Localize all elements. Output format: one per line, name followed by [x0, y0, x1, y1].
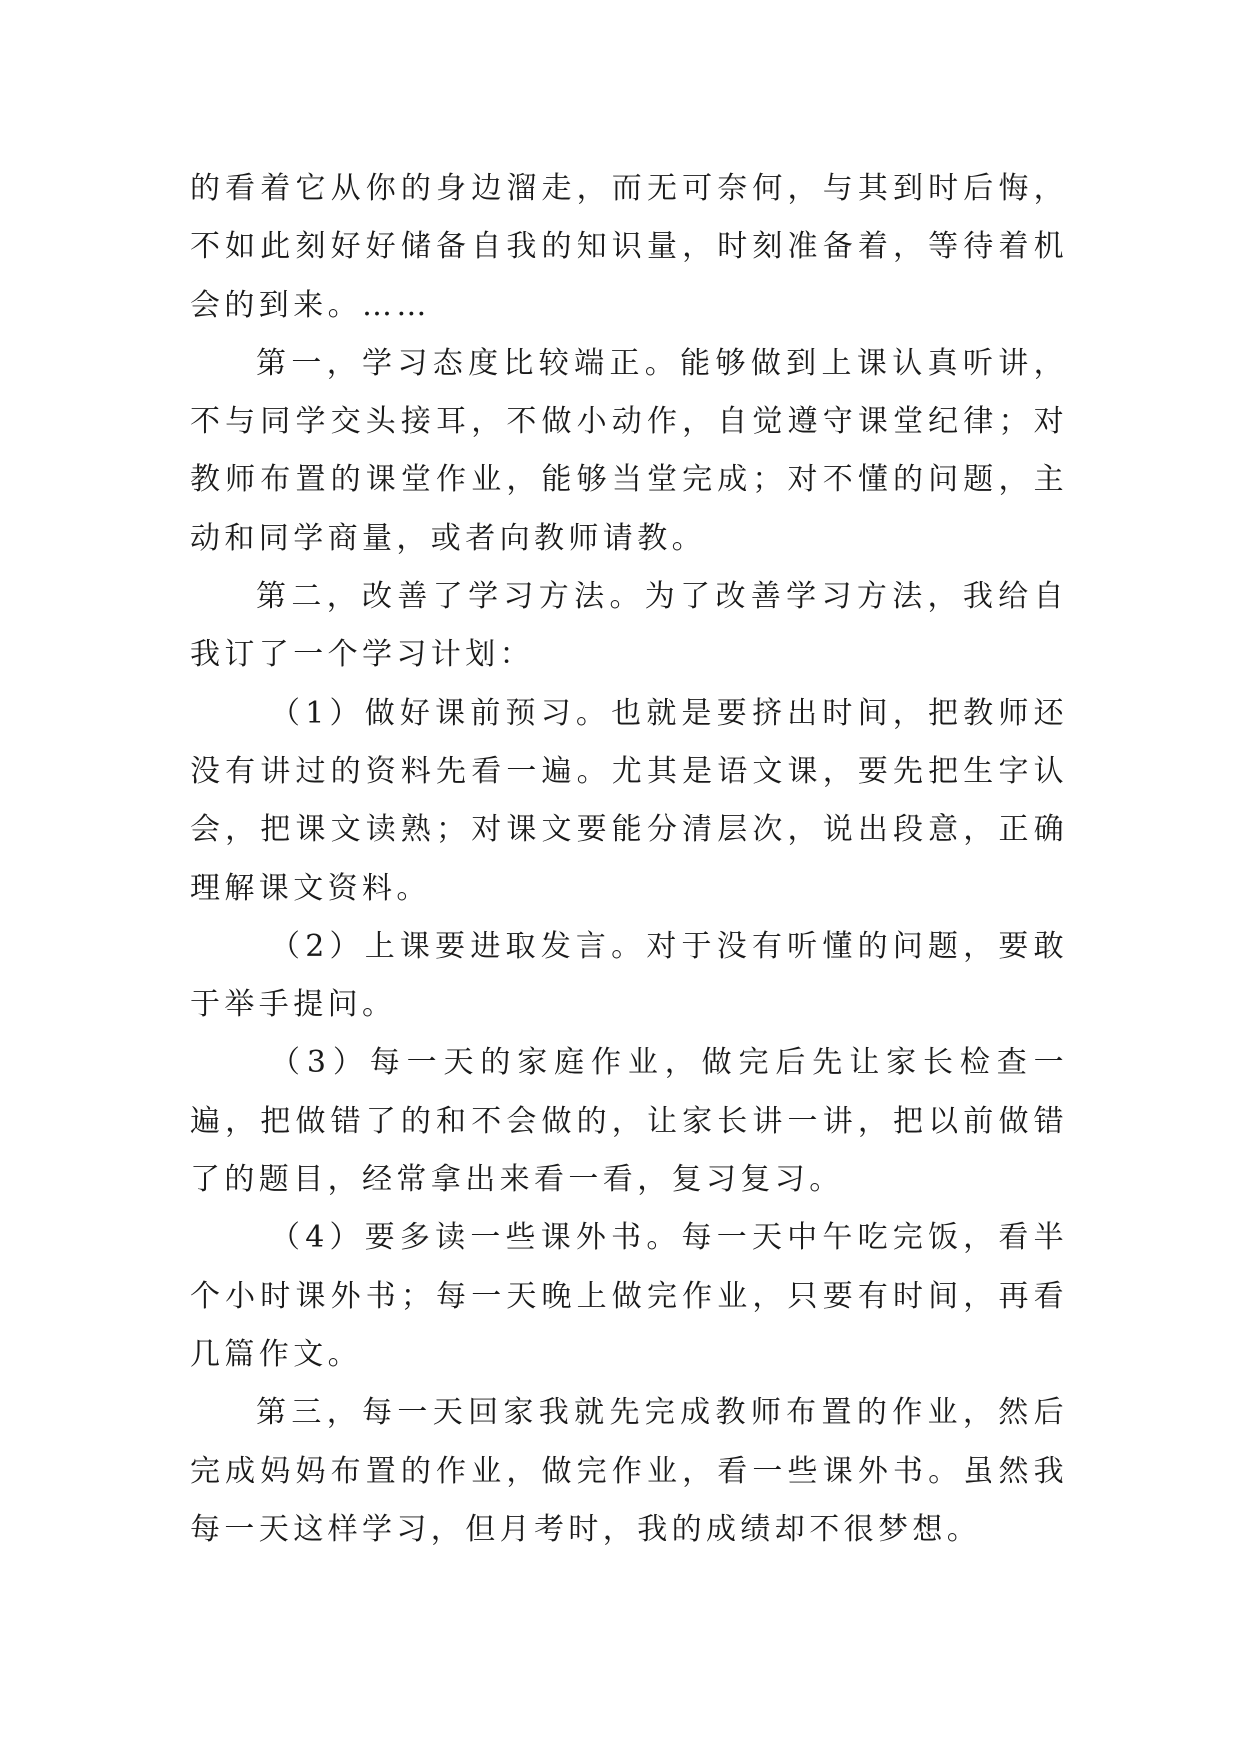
paragraph-plan-item-3: （3）每一天的家庭作业，做完后先让家长检查一遍，把做错了的和不会做的，让家长讲一讲，把以前做错了的题目，经常拿出来看一看，复习复习。 — [190, 1045, 1068, 1198]
paragraph-plan-item-1: （1）做好课前预习。也就是要挤出时间，把教师还没有讲过的资料先看一遍。尤其是语文课，要先把生字认会，把课文读熟；对课文要能分清层次，说出段意，正确理解课文资料。 — [190, 695, 1068, 906]
paragraph-continuation: 的看着它从你的身边溜走，而无可奈何，与其到时后悔，不如此刻好好储备自我的知识量，时刻准备着，等待着机会的到来。…… — [190, 171, 1068, 323]
paragraph-first-point: 第一，学习态度比较端正。能够做到上课认真听讲，不与同学交头接耳，不做小动作，自觉遵守课堂纪律；对教师布置的课堂作业，能够当堂完成；对不懂的问题，主动和同学商量，或者向教师请教。 — [190, 345, 1068, 556]
paragraph-second-point: 第二，改善了学习方法。为了改善学习方法，我给自我订了一个学习计划： — [190, 579, 1068, 673]
paragraph-plan-item-2: （2）上课要进取发言。对于没有听懂的问题，要敢于举手提问。 — [190, 928, 1068, 1023]
paragraph-third-point: 第三，每一天回家我就先完成教师布置的作业，然后完成妈妈布置的作业，做完作业，看一些课外书。虽然我每一天这样学习，但月考时，我的成绩却不很梦想。 — [190, 1395, 1068, 1547]
document-body — [190, 160, 1068, 1559]
paragraph-plan-item-4: （4）要多读一些课外书。每一天中午吃完饭，看半个小时课外书；每一天晚上做完作业，只要有时间，再看几篇作文。 — [190, 1220, 1068, 1372]
